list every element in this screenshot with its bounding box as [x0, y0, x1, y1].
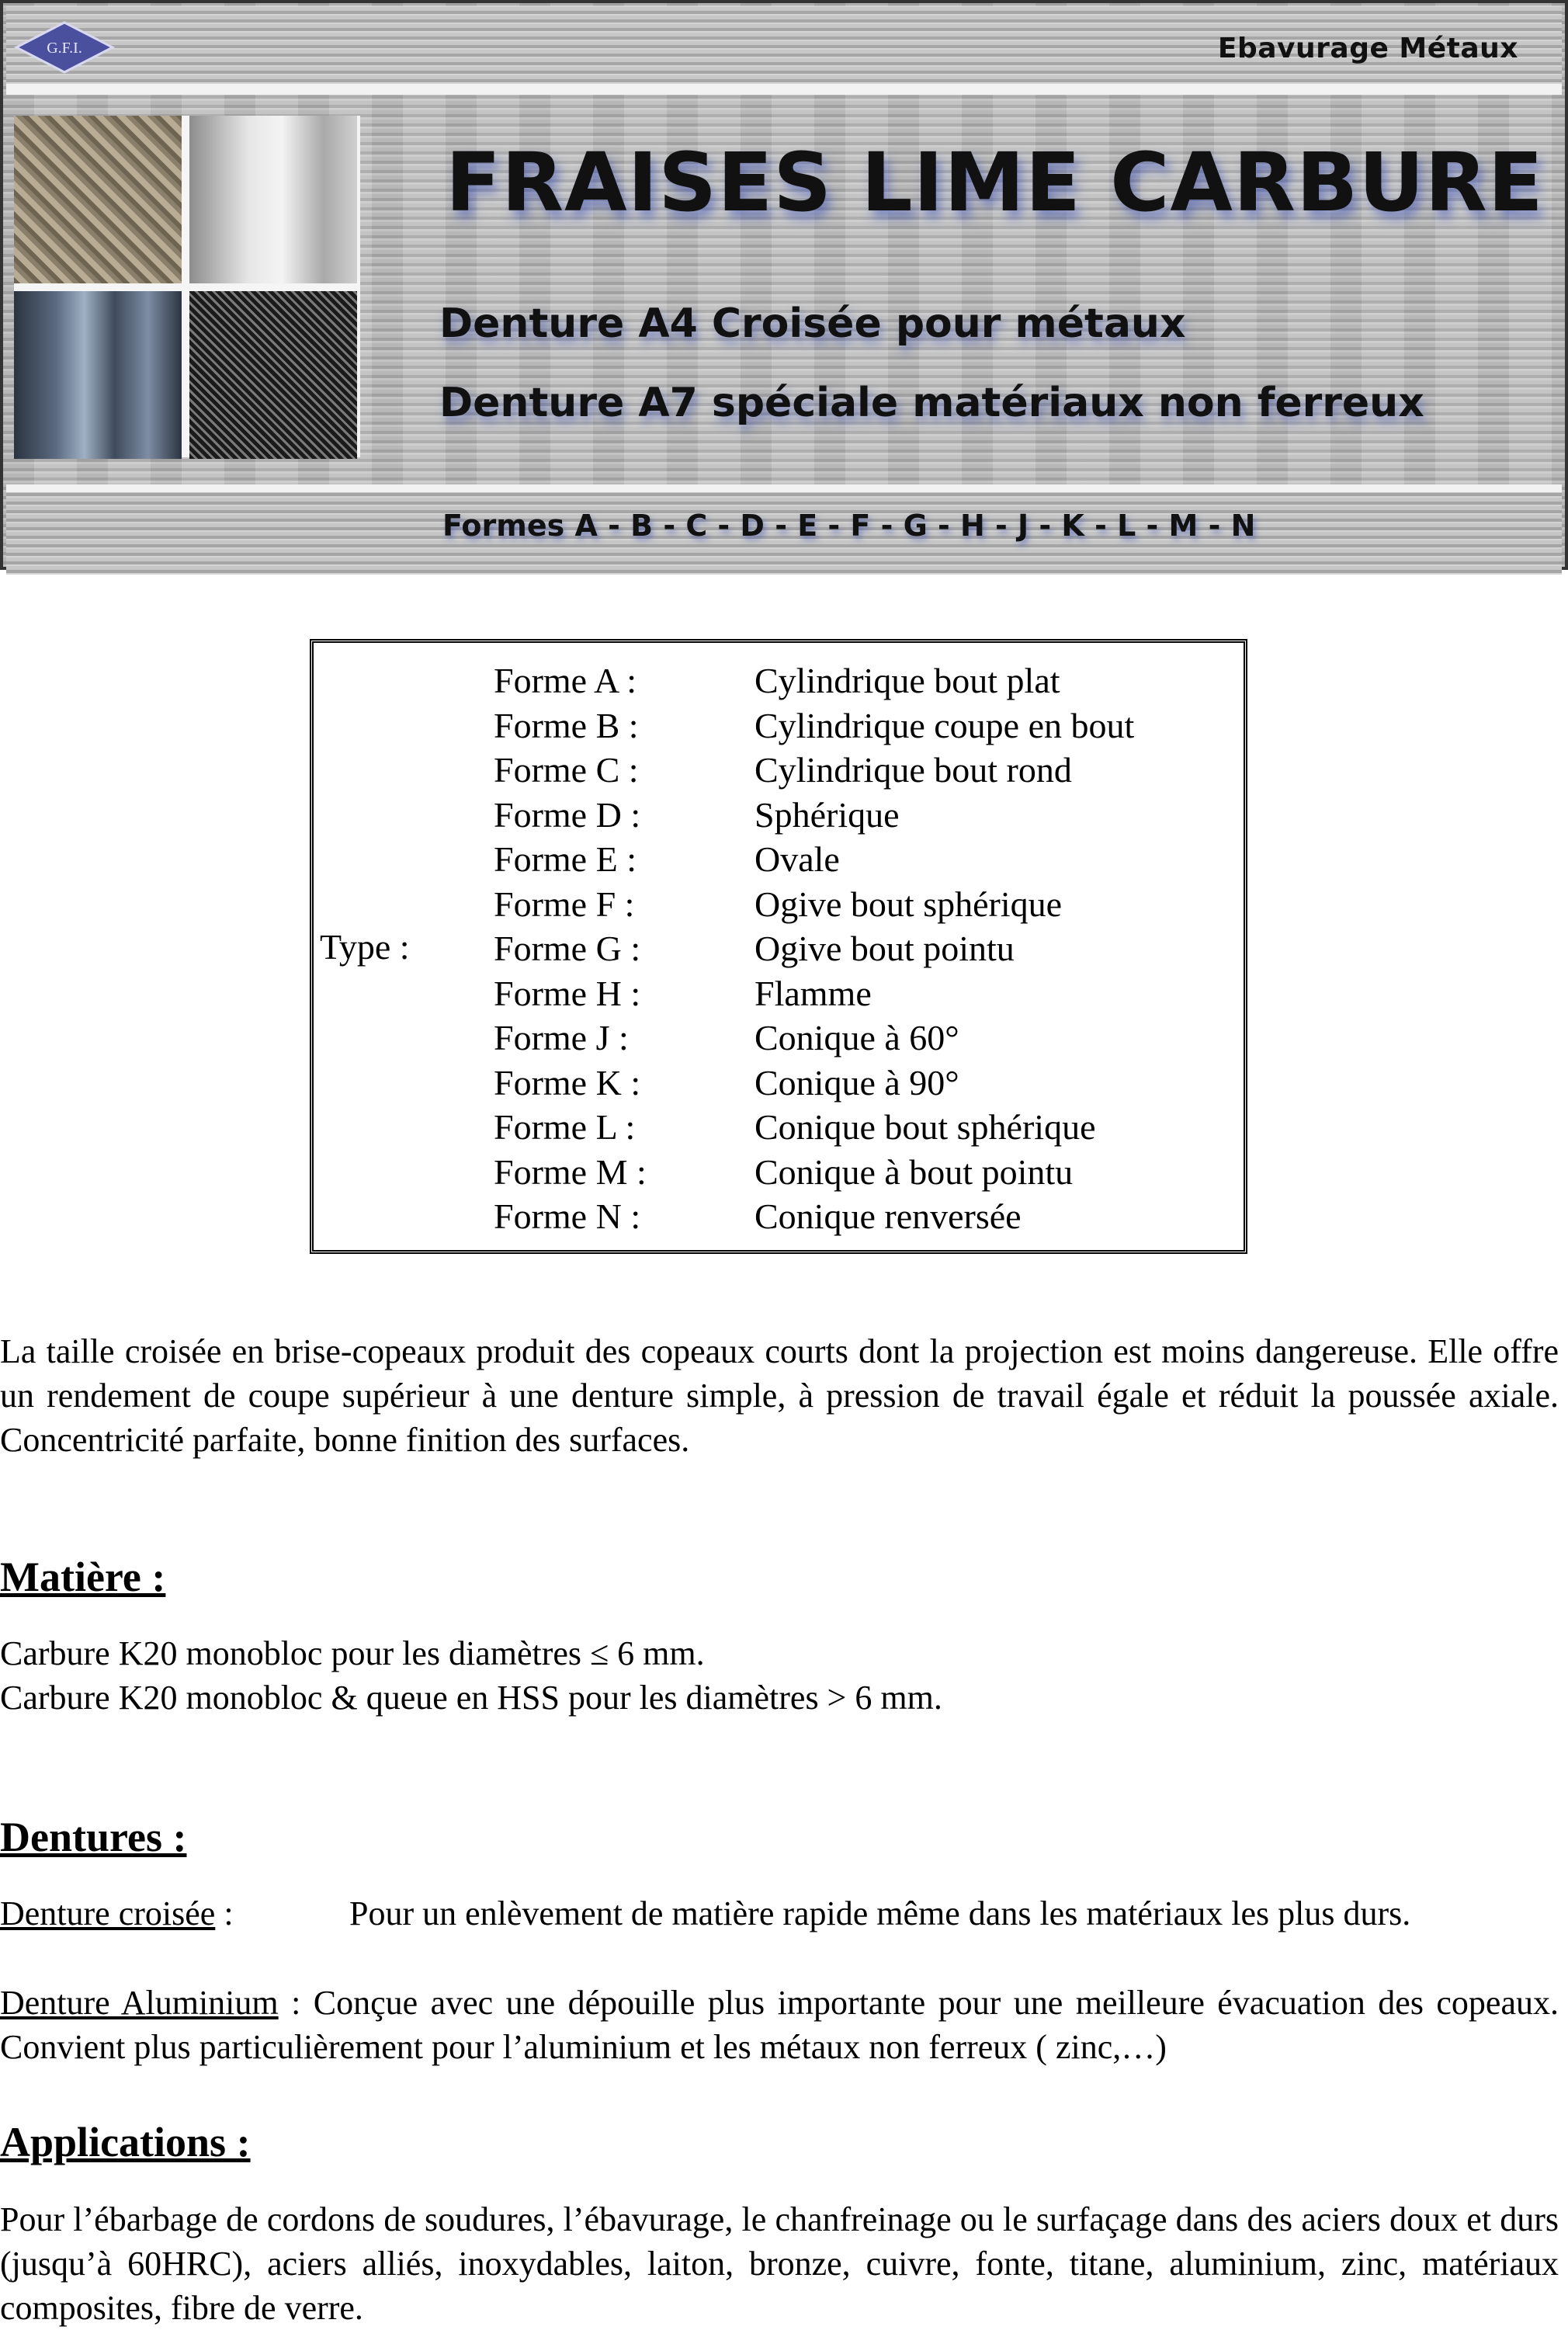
shape-desc: Conique à 90° — [755, 1062, 959, 1102]
applications-paragraph: Pour l’ébarbage de cordons de soudures, l’ébavurage, le chanfreinage ou le surfaçage dans des aciers doux et durs (jusqu’à 60HRC), aciers alliés, inoxydables, laiton, bronze, cuivre, fonte, titane, aluminium, zinc, matériaux composites, fibre de verre. — [0, 2200, 1559, 2327]
shape-row — [314, 926, 1244, 971]
type-table — [310, 639, 1247, 1254]
shape-key: Forme N : — [494, 1196, 641, 1236]
corner-title: Ebavurage Métaux — [1217, 33, 1518, 64]
shape-key: Forme F : — [494, 884, 635, 924]
shape-key: Forme G : — [494, 929, 641, 968]
shape-key: Forme B : — [494, 705, 639, 745]
main-title: FRAISES LIME CARBURE — [446, 135, 1544, 230]
tile-blue-metal — [14, 291, 182, 459]
shape-row — [314, 971, 1244, 1016]
dentures-heading: Dentures : — [0, 1814, 187, 1860]
logo-text: G.F.I. — [47, 40, 82, 57]
subtitle-a7: Denture A7 spéciale matériaux non ferreux — [439, 380, 1424, 426]
shape-row — [314, 1150, 1244, 1194]
shape-row — [314, 1061, 1244, 1105]
matiere-heading: Matière : — [0, 1554, 166, 1600]
shape-desc: Ogive bout pointu — [755, 929, 1015, 968]
formes-line: Formes A - B - C - D - E - F - G - H - J - K - L - M - N — [442, 509, 1256, 543]
shape-key: Forme H : — [494, 973, 641, 1013]
shape-key: Forme L : — [494, 1107, 636, 1147]
shape-row — [314, 837, 1244, 881]
gfi-logo — [14, 20, 115, 75]
denture-aluminium-label: Denture Aluminium — [0, 1984, 279, 2022]
shape-desc: Cylindrique coupe en bout — [755, 705, 1135, 745]
denture-croisee-row — [0, 1891, 234, 1936]
shape-key: Forme A : — [494, 661, 637, 700]
shape-key: Forme D : — [494, 794, 641, 835]
shape-row — [314, 793, 1244, 837]
subtitle-a4: Denture A4 Croisée pour métaux — [439, 300, 1186, 347]
denture-croisee-colon: : — [215, 1894, 234, 1932]
shape-row — [314, 748, 1244, 792]
shape-row — [314, 1016, 1244, 1060]
shape-row — [314, 703, 1244, 748]
shape-desc: Conique à bout pointu — [755, 1151, 1074, 1192]
shape-desc: Conique bout sphérique — [755, 1107, 1096, 1147]
shape-row — [314, 658, 1244, 703]
material-tiles — [14, 116, 360, 457]
header-banner — [0, 0, 1568, 570]
matiere-line-1: Carbure K20 monobloc pour les diamètres ≤ 6 mm. — [0, 1634, 705, 1672]
denture-croisee-label: Denture croisée — [0, 1894, 216, 1932]
shape-desc: Conique renversée — [755, 1196, 1022, 1236]
shape-desc: Conique à 60° — [755, 1018, 959, 1057]
shape-key: Forme J : — [494, 1018, 629, 1057]
applications-heading: Applications : — [0, 2119, 251, 2165]
tile-brushed-steel — [189, 116, 357, 283]
shape-desc: Flamme — [755, 973, 872, 1013]
shape-row — [314, 882, 1244, 926]
shape-desc: Cylindrique bout plat — [755, 661, 1060, 700]
tile-checker-plate — [14, 116, 182, 283]
shape-key: Forme E : — [494, 839, 637, 879]
shape-desc: Cylindrique bout rond — [755, 750, 1072, 790]
shape-key: Forme C : — [494, 750, 639, 790]
denture-aluminium-paragraph — [0, 1981, 1559, 2069]
shape-row — [314, 1105, 1244, 1149]
denture-croisee-text: Pour un enlèvement de matière rapide même dans les matériaux les plus durs. — [349, 1894, 1411, 1932]
matiere-line-2: Carbure K20 monobloc & queue en HSS pour les diamètres > 6 mm. — [0, 1679, 942, 1717]
shape-key: Forme M : — [494, 1151, 647, 1192]
tile-carbon-weave — [189, 291, 357, 459]
denture-aluminium-text: : Conçue avec une dépouille plus importante pour une meilleure évacuation des copeaux. Convient plus particulièrement pour l’aluminium et les métaux non ferreux ( zinc,…) — [0, 1984, 1559, 2066]
shape-row — [314, 1194, 1244, 1238]
shape-key: Forme K : — [494, 1062, 641, 1102]
intro-paragraph: La taille croisée en brise-copeaux produit des copeaux courts dont la projection est moins dangereuse. Elle offre un rendement de coupe supérieur à une denture simple, à pression de travail égale et réduit la poussée axiale. Concentricité parfaite, bonne finition des surfaces. — [0, 1332, 1559, 1459]
shape-desc: Ovale — [755, 839, 840, 879]
shape-desc: Ogive bout sphérique — [755, 884, 1063, 924]
shape-desc: Sphérique — [755, 794, 900, 835]
type-label: Type : — [320, 927, 410, 967]
